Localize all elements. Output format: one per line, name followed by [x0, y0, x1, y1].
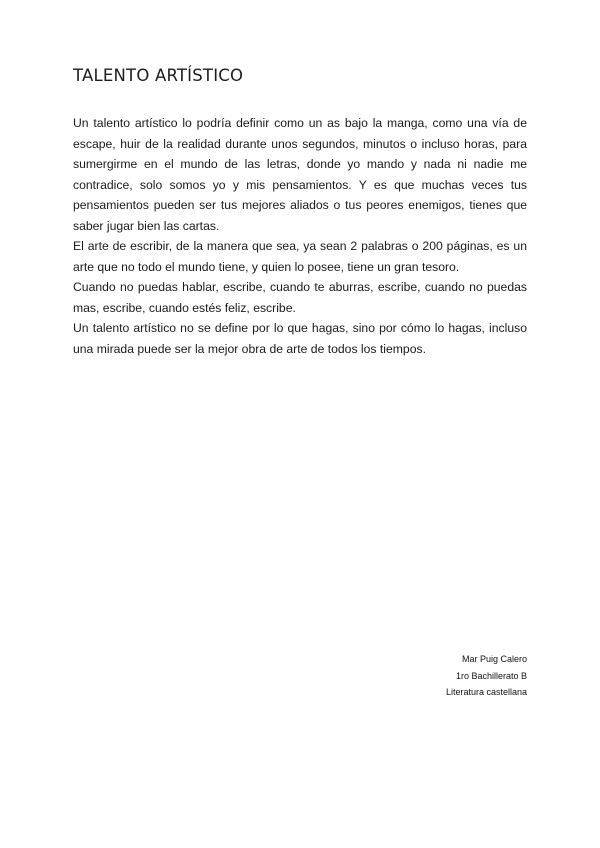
- paragraph-3: Cuando no puedas hablar, escribe, cuando te aburras, escribe, cuando no puedas mas, escribe, cuando estés feliz, escribe.: [73, 280, 527, 315]
- document-body: [73, 113, 527, 359]
- author-subject: Literatura castellana: [445, 687, 527, 697]
- author-name: Mar Puig Calero: [461, 654, 527, 664]
- paragraph-4: Un talento artístico no se define por lo que hagas, sino por cómo lo hagas, incluso una mirada puede ser la mejor obra de arte de todos los tiempos.: [73, 321, 527, 356]
- document-title: TALENTO ARTÍSTICO: [73, 66, 244, 85]
- paragraph-2: El arte de escribir, de la manera que sea, ya sean 2 palabras o 200 páginas, es un arte que no todo el mundo tiene, y quien lo posee, tiene un gran tesoro.: [73, 239, 527, 274]
- signature-block: [380, 651, 527, 701]
- author-course: 1ro Bachillerato B: [455, 670, 527, 681]
- paragraph-1: Un talento artístico lo podría definir como un as bajo la manga, como una vía de escape, huir de la realidad durante unos segundos, minutos o incluso horas, para sumergirme en el mundo de las letras, donde yo mando y nada ni nadie me contradice, solo somos yo y mis pensamientos. Y es que muchas veces tus pensamientos pueden ser tus mejores aliados o tus peores enemigos, tienes que saber jugar bien las cartas.: [73, 116, 527, 233]
